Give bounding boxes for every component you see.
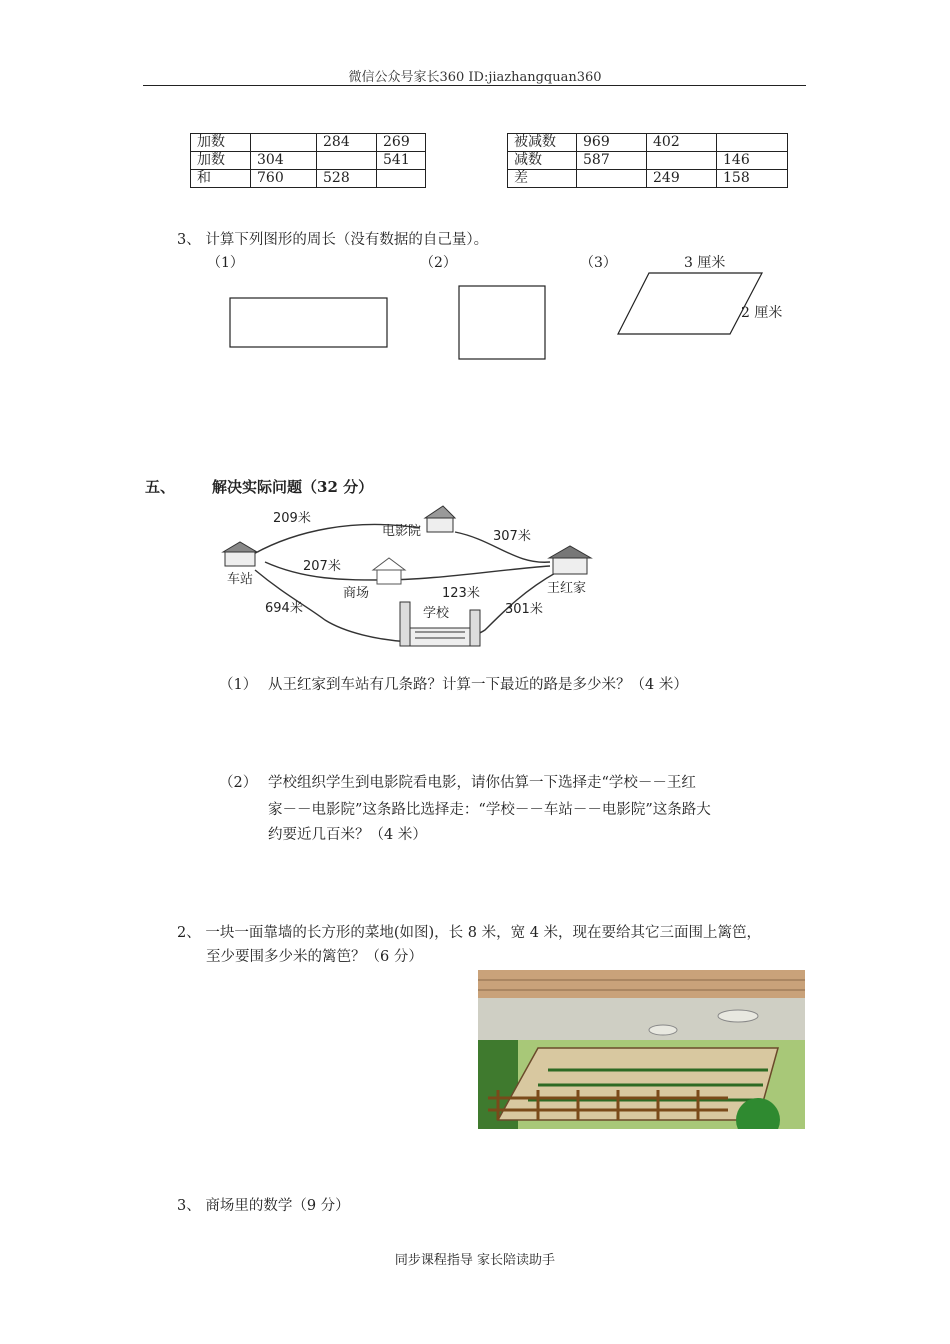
table-cell: 269 (377, 134, 426, 152)
table-cell: 158 (717, 170, 788, 188)
table-cell: 加数 (191, 152, 251, 170)
page-footer: 同步课程指导 家长陪读助手 (394, 1253, 556, 1268)
table-cell: 304 (251, 152, 317, 170)
parallelogram-figure (618, 273, 762, 334)
distance-station-cinema: 209米 (273, 511, 311, 526)
figure-label-2: （2） (420, 255, 457, 271)
cinema-building-icon (425, 506, 455, 532)
place-home: 王红家 (547, 581, 587, 596)
place-station: 车站 (227, 572, 254, 587)
distance-mall-home: 123米 (442, 586, 480, 601)
problem-2-line2: 家－－电影院”这条路比选择走：“学校－－车站－－电影院”这条路大 (268, 802, 711, 818)
table-cell: 528 (317, 170, 377, 188)
question-2-line1: 2、 一块一面靠墙的长方形的菜地(如图)，长 8 米，宽 4 米，现在要给其它三面围上篱笆， (177, 925, 762, 941)
table-cell: 760 (251, 170, 317, 188)
question-3-perimeter: 3、 计算下列图形的周长（没有数据的自己量）。 (177, 232, 489, 248)
section-number: 五、 (145, 478, 176, 496)
problem-2-number: （2） (219, 775, 258, 791)
place-cinema: 电影院 (382, 524, 422, 539)
table-cell: 587 (577, 152, 647, 170)
parallelogram-right-side: 2 厘米 (741, 305, 783, 321)
mall-building-icon (373, 558, 405, 584)
table-cell: 差 (508, 170, 577, 188)
place-school: 学校 (423, 606, 450, 621)
table-cell: 146 (717, 152, 788, 170)
square-figure (459, 286, 545, 359)
table-cell: 969 (577, 134, 647, 152)
perimeter-figures (0, 0, 950, 380)
question-3-mall: 3、 商场里的数学（9 分） (177, 1198, 350, 1214)
distance-cinema-home: 307米 (493, 529, 531, 544)
home-building-icon (549, 546, 591, 574)
vegetable-garden-picture (478, 970, 805, 1129)
table-cell: 284 (317, 134, 377, 152)
table-cell: 减数 (508, 152, 577, 170)
place-mall: 商场 (343, 586, 370, 601)
distance-station-school: 694米 (265, 601, 303, 616)
table-cell: 加数 (191, 134, 251, 152)
section-title: 解决实际问题（32 分） (212, 478, 374, 496)
problem-2-line3: 约要近几百米？（4 米） (268, 827, 427, 843)
problem-1-text: 从王红家到车站有几条路？计算一下最近的路是多少米？（4 米） (268, 677, 688, 693)
table-cell: 249 (647, 170, 717, 188)
page-header: 微信公众号家长360 ID:jiazhangquan360 (348, 70, 602, 85)
figure-label-1: （1） (207, 255, 244, 271)
table-cell: 541 (377, 152, 426, 170)
distance-school-home: 301米 (505, 602, 543, 617)
rectangle-figure (230, 298, 387, 347)
table-cell: 和 (191, 170, 251, 188)
parallelogram-top-side: 3 厘米 (684, 255, 726, 271)
distance-station-mall: 207米 (303, 559, 341, 574)
problem-2-line1: 学校组织学生到电影院看电影，请你估算一下选择走“学校－－王红 (268, 775, 696, 791)
table-cell: 402 (647, 134, 717, 152)
route-map (205, 500, 605, 660)
figure-label-3: （3） (580, 255, 617, 271)
station-building-icon (223, 542, 257, 566)
question-2-line2: 至少要围多少米的篱笆？（6 分） (206, 949, 423, 965)
table-cell: 被减数 (508, 134, 577, 152)
problem-1-number: （1） (219, 677, 258, 693)
